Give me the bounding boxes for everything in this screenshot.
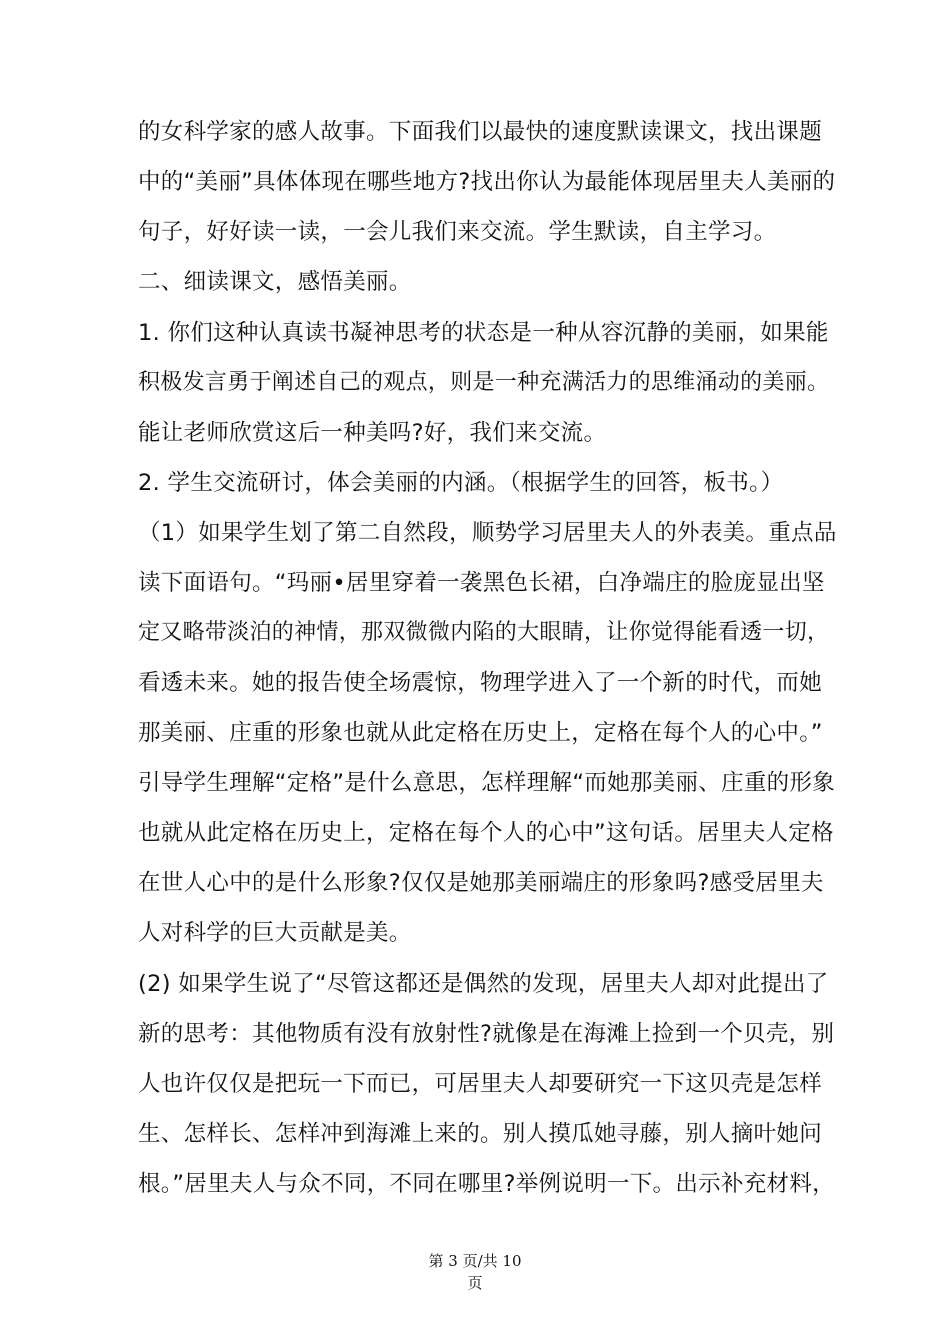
text-line: 根。”居里夫人与众不同，不同在哪里?举例说明一下。出示补充材料， [138,1171,835,1197]
page-number-continued: 页 [467,1274,483,1292]
text-line: 积极发言勇于阐述自己的观点，则是一种充满活力的思维涌动的美丽。 [138,370,830,395]
text-line: （1）如果学生划了第二自然段，顺势学习居里夫人的外表美。重点品 [138,520,837,546]
text-line: 看透未来。她的报告使全场震惊，物理学进入了一个新的时代，而她 [138,670,823,696]
text-line: 引导学生理解“定格”是什么意思，怎样理解“而她那美丽、庄重的形象 [138,770,836,796]
text-line: (2) 如果学生说了“尽管这都还是偶然的发现，居里夫人却对此提出了 [138,971,829,997]
text-line: 1. 你们这种认真读书凝神思考的状态是一种从容沉静的美丽，如果能 [138,320,829,346]
text-line: 人对科学的巨大贡献是美。 [138,920,412,946]
text-line: 中的“美丽”具体体现在哪些地方?找出你认为最能体现居里夫人美丽的 [138,169,836,195]
text-line: 也就从此定格在历史上，定格在每个人的心中”这句话。居里夫人定格 [138,820,834,846]
text-line: 那美丽、庄重的形象也就从此定格在历史上，定格在每个人的心中。” [138,720,823,746]
text-line: 的女科学家的感人故事。下面我们以最快的速度默读课文，找出课题 [138,119,823,145]
text-line: 读下面语句。“玛丽•居里穿着一袭黑色长裙，白净端庄的脸庞显出坚 [138,570,825,596]
text-line: 在世人心中的是什么形象?仅仅是她那美丽端庄的形象吗?感受居里夫 [138,870,824,896]
text-line: 句子，好好读一读，一会儿我们来交流。学生默读，自主学习。 [138,219,777,245]
text-line: 生、怎样长、怎样冲到海滩上来的。别人摸瓜她寻藤，别人摘叶她问 [138,1121,823,1147]
text-line: 定又略带淡泊的神情，那双微微内陷的大眼睛，让你觉得能看透一切， [138,620,830,645]
text-line: 人也许仅仅是把玩一下而已，可居里夫人却要研究一下这贝壳是怎样 [138,1071,823,1097]
section-heading: 二、细读课文，感悟美丽。 [138,269,412,295]
text-line: 2. 学生交流研讨，体会美丽的内涵。（根据学生的回答，板书。） [138,470,784,496]
text-line: 能让老师欣赏这后一种美吗?好，我们来交流。 [138,420,607,446]
page-number: 第 3 页/共 10 [428,1252,522,1270]
text-line: 新的思考：其他物质有没有放射性?就像是在海滩上捡到一个贝壳，别 [138,1021,835,1047]
